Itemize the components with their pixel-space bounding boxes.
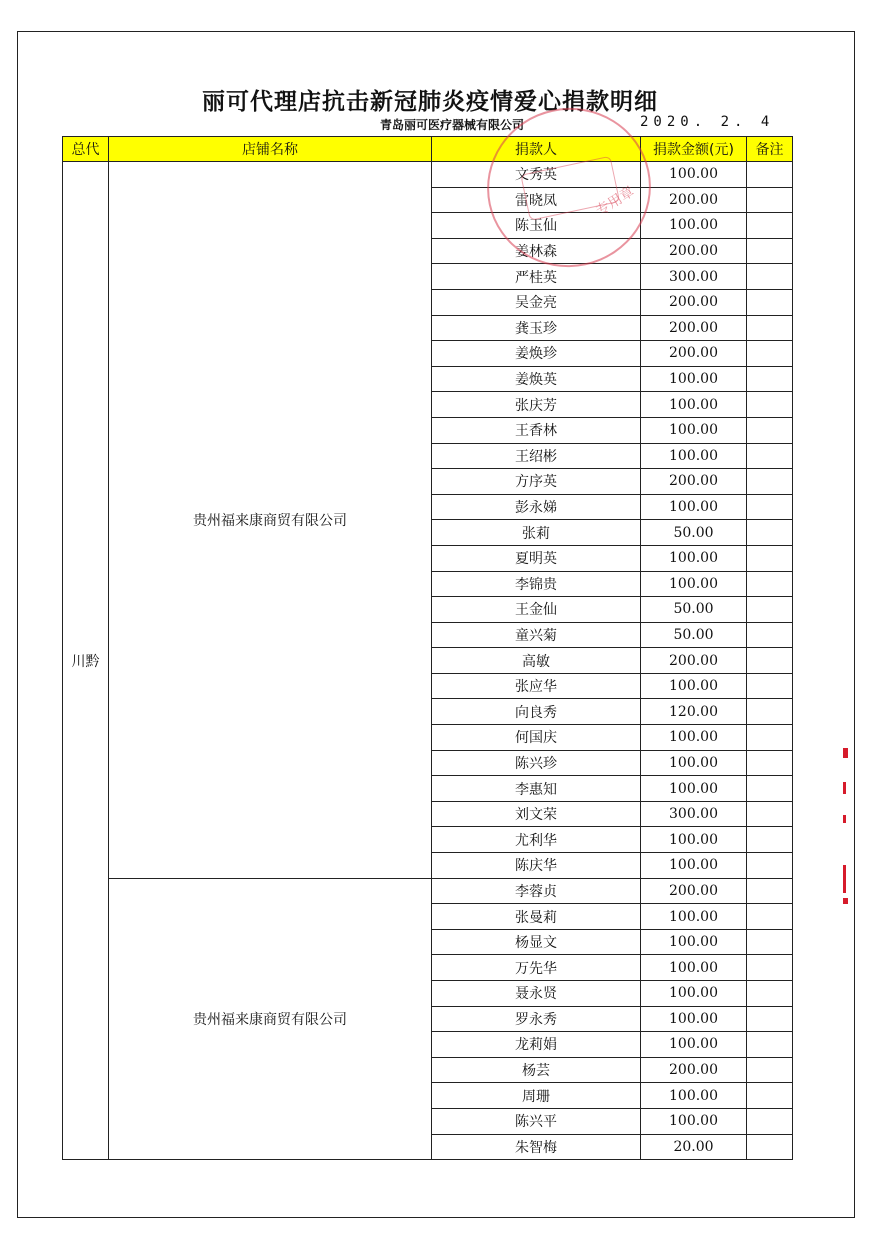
note-cell [747, 213, 793, 239]
donor-cell: 张庆芳 [432, 392, 641, 418]
donor-cell: 陈庆华 [432, 853, 641, 879]
note-cell [747, 1083, 793, 1109]
note-cell [747, 520, 793, 546]
amount-cell: 100.00 [641, 750, 747, 776]
amount-cell: 100.00 [641, 981, 747, 1007]
donor-cell: 罗永秀 [432, 1006, 641, 1032]
donor-cell: 朱智梅 [432, 1134, 641, 1160]
note-cell [747, 929, 793, 955]
note-cell [747, 750, 793, 776]
header-store: 店铺名称 [109, 137, 432, 162]
note-cell [747, 1057, 793, 1083]
region-cell: 川黔 [63, 162, 109, 1160]
note-cell [747, 622, 793, 648]
donor-cell: 吴金亮 [432, 289, 641, 315]
edge-mark [843, 815, 846, 823]
note-cell [747, 1006, 793, 1032]
amount-cell: 100.00 [641, 853, 747, 879]
note-cell [747, 853, 793, 879]
donor-cell: 李锦贵 [432, 571, 641, 597]
note-cell [747, 571, 793, 597]
amount-cell: 200.00 [641, 648, 747, 674]
amount-cell: 100.00 [641, 776, 747, 802]
donor-cell: 彭永娣 [432, 494, 641, 520]
amount-cell: 100.00 [641, 213, 747, 239]
note-cell [747, 648, 793, 674]
store-name-cell: 贵州福来康商贸有限公司 [109, 162, 432, 879]
table-row [63, 878, 793, 904]
amount-cell: 100.00 [641, 571, 747, 597]
amount-cell: 100.00 [641, 827, 747, 853]
amount-cell: 300.00 [641, 801, 747, 827]
amount-cell: 100.00 [641, 443, 747, 469]
amount-cell: 50.00 [641, 622, 747, 648]
donor-cell: 向良秀 [432, 699, 641, 725]
note-cell [747, 315, 793, 341]
donor-cell: 姜焕珍 [432, 341, 641, 367]
donor-cell: 陈兴平 [432, 1108, 641, 1134]
donor-cell: 方序英 [432, 469, 641, 495]
amount-cell: 200.00 [641, 289, 747, 315]
note-cell [747, 469, 793, 495]
note-cell [747, 981, 793, 1007]
amount-cell: 200.00 [641, 1057, 747, 1083]
company-name: 青岛丽可医疗器械有限公司 [380, 118, 525, 132]
note-cell [747, 699, 793, 725]
document-date: 2020. 2. 4 [640, 114, 775, 130]
amount-cell: 200.00 [641, 187, 747, 213]
edge-mark [843, 865, 846, 893]
donor-cell: 周珊 [432, 1083, 641, 1109]
note-cell [747, 1032, 793, 1058]
donor-cell: 高敏 [432, 648, 641, 674]
donor-cell: 夏明英 [432, 545, 641, 571]
donor-cell: 杨芸 [432, 1057, 641, 1083]
amount-cell: 100.00 [641, 162, 747, 188]
edge-mark [843, 748, 848, 758]
amount-cell: 100.00 [641, 392, 747, 418]
header-amount: 捐款金额(元) [641, 137, 747, 162]
note-cell [747, 187, 793, 213]
amount-cell: 200.00 [641, 341, 747, 367]
note-cell [747, 1108, 793, 1134]
amount-cell: 50.00 [641, 520, 747, 546]
donor-cell: 杨显文 [432, 929, 641, 955]
donation-table [62, 136, 793, 1160]
donor-cell: 张应华 [432, 673, 641, 699]
donor-cell: 王香林 [432, 417, 641, 443]
donor-cell: 王金仙 [432, 597, 641, 623]
header-region: 总代 [63, 137, 109, 162]
donor-cell: 雷晓凤 [432, 187, 641, 213]
document-title: 丽可代理店抗击新冠肺炎疫情爱心捐款明细 [202, 89, 658, 115]
note-cell [747, 289, 793, 315]
note-cell [747, 827, 793, 853]
note-cell [747, 366, 793, 392]
amount-cell: 100.00 [641, 725, 747, 751]
donor-cell: 陈兴珍 [432, 750, 641, 776]
donor-cell: 何国庆 [432, 725, 641, 751]
table-header-row [63, 137, 793, 162]
note-cell [747, 725, 793, 751]
note-cell [747, 264, 793, 290]
donor-cell: 万先华 [432, 955, 641, 981]
donor-cell: 姜林森 [432, 238, 641, 264]
amount-cell: 200.00 [641, 878, 747, 904]
amount-cell: 100.00 [641, 494, 747, 520]
donor-cell: 龙莉娟 [432, 1032, 641, 1058]
note-cell [747, 878, 793, 904]
note-cell [747, 238, 793, 264]
amount-cell: 120.00 [641, 699, 747, 725]
donor-cell: 王绍彬 [432, 443, 641, 469]
header-note: 备注 [747, 137, 793, 162]
note-cell [747, 162, 793, 188]
donor-cell: 龚玉珍 [432, 315, 641, 341]
amount-cell: 100.00 [641, 1083, 747, 1109]
note-cell [747, 597, 793, 623]
note-cell [747, 673, 793, 699]
note-cell [747, 904, 793, 930]
note-cell [747, 545, 793, 571]
note-cell [747, 1134, 793, 1160]
amount-cell: 200.00 [641, 469, 747, 495]
note-cell [747, 443, 793, 469]
amount-cell: 100.00 [641, 417, 747, 443]
note-cell [747, 955, 793, 981]
donor-cell: 姜焕英 [432, 366, 641, 392]
amount-cell: 20.00 [641, 1134, 747, 1160]
donor-cell: 聂永贤 [432, 981, 641, 1007]
amount-cell: 100.00 [641, 1006, 747, 1032]
amount-cell: 100.00 [641, 955, 747, 981]
note-cell [747, 494, 793, 520]
store-name-cell: 贵州福来康商贸有限公司 [109, 878, 432, 1160]
amount-cell: 100.00 [641, 1108, 747, 1134]
donor-cell: 李惠知 [432, 776, 641, 802]
amount-cell: 200.00 [641, 238, 747, 264]
donor-cell: 张莉 [432, 520, 641, 546]
table-row [63, 162, 793, 188]
amount-cell: 200.00 [641, 315, 747, 341]
edge-mark [843, 782, 846, 794]
donor-cell: 文秀英 [432, 162, 641, 188]
note-cell [747, 417, 793, 443]
amount-cell: 100.00 [641, 1032, 747, 1058]
note-cell [747, 776, 793, 802]
amount-cell: 100.00 [641, 929, 747, 955]
amount-cell: 100.00 [641, 366, 747, 392]
donor-cell: 李蓉贞 [432, 878, 641, 904]
header-donor: 捐款人 [432, 137, 641, 162]
note-cell [747, 801, 793, 827]
note-cell [747, 392, 793, 418]
note-cell [747, 341, 793, 367]
donor-cell: 刘文荣 [432, 801, 641, 827]
edge-mark [843, 898, 848, 904]
donor-cell: 张曼莉 [432, 904, 641, 930]
amount-cell: 50.00 [641, 597, 747, 623]
amount-cell: 300.00 [641, 264, 747, 290]
donor-cell: 陈玉仙 [432, 213, 641, 239]
amount-cell: 100.00 [641, 545, 747, 571]
amount-cell: 100.00 [641, 904, 747, 930]
donor-cell: 尤利华 [432, 827, 641, 853]
amount-cell: 100.00 [641, 673, 747, 699]
donor-cell: 童兴菊 [432, 622, 641, 648]
donor-cell: 严桂英 [432, 264, 641, 290]
company-seal-icon: 专用章 [472, 93, 665, 283]
